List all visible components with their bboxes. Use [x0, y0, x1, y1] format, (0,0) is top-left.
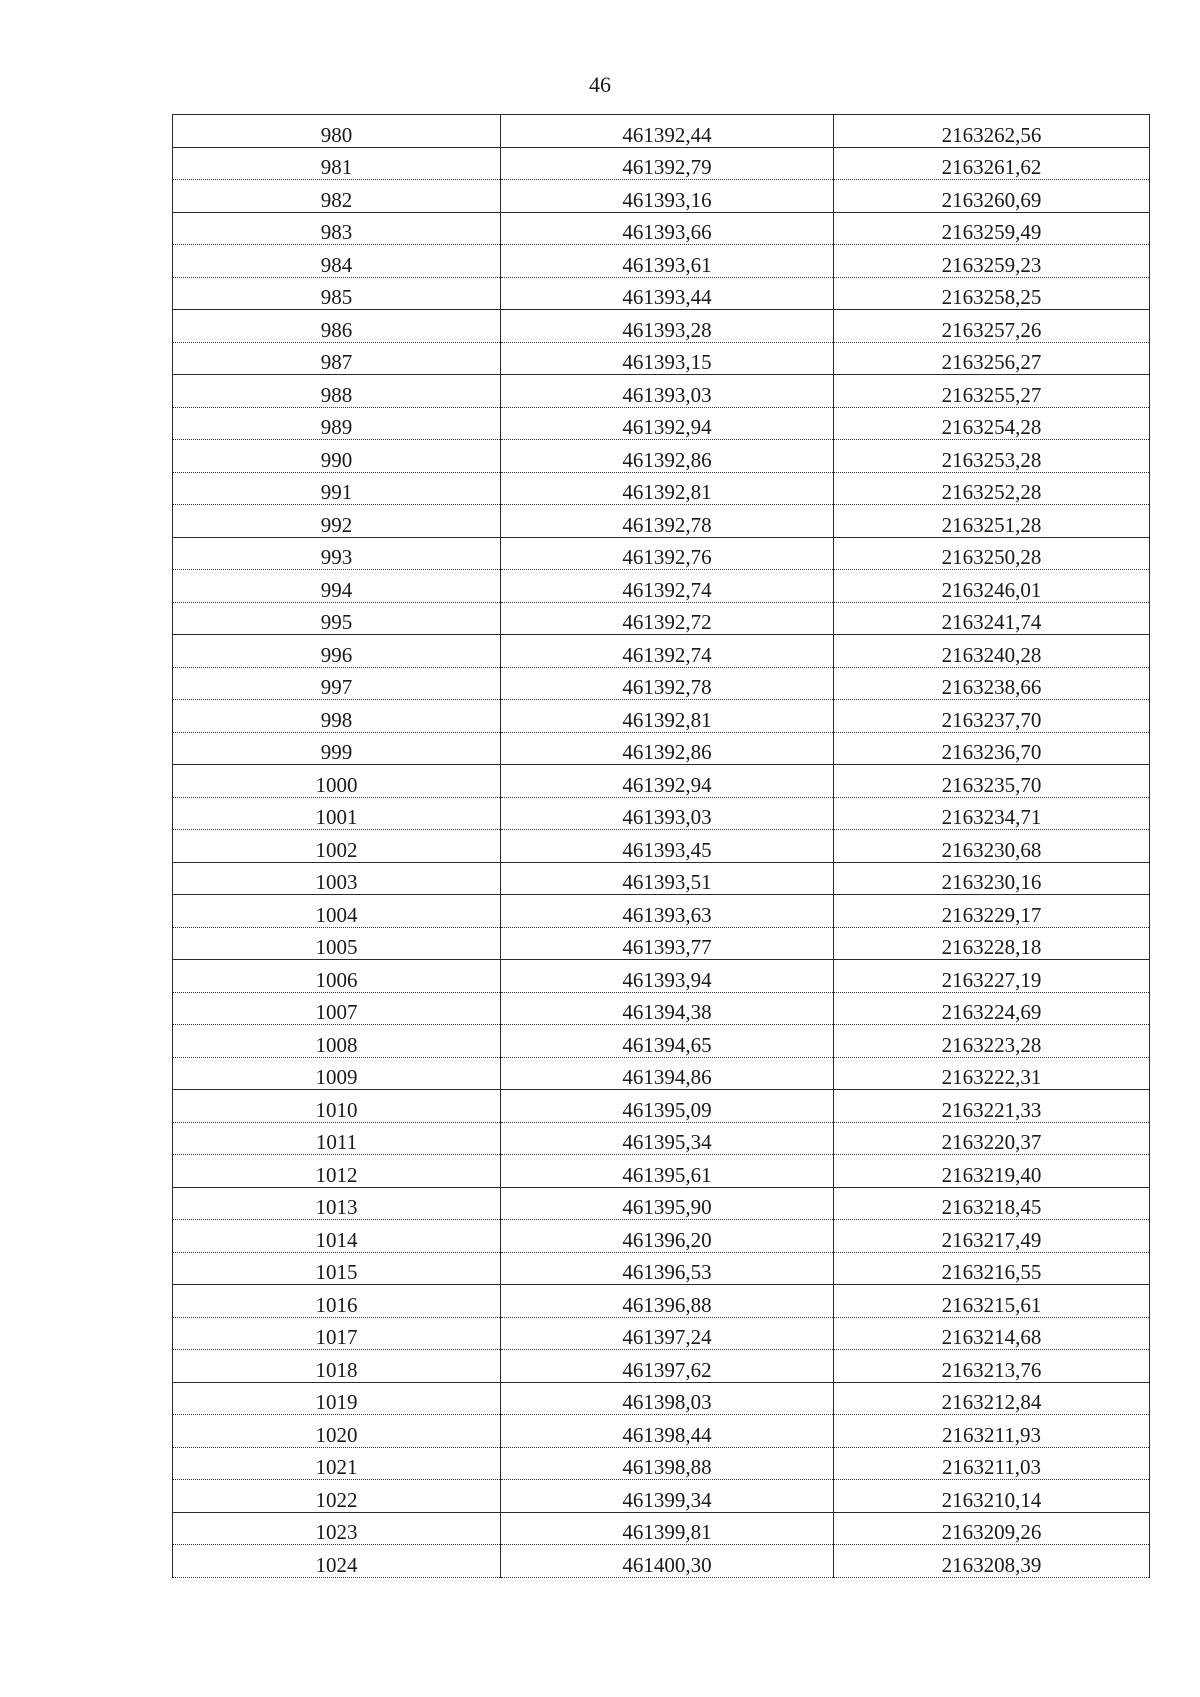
table-row	[173, 407, 1150, 440]
x-coordinate-cell: 461396,20	[501, 1220, 834, 1253]
point-number-cell: 1014	[173, 1220, 501, 1253]
x-coordinate-cell: 461392,44	[501, 115, 834, 148]
y-coordinate-cell: 2163262,56	[834, 115, 1150, 148]
point-number-cell: 1001	[173, 797, 501, 830]
point-number-cell: 988	[173, 375, 501, 408]
point-number-cell: 1013	[173, 1187, 501, 1220]
point-number-cell: 1018	[173, 1350, 501, 1383]
y-coordinate-cell: 2163241,74	[834, 602, 1150, 635]
table-row	[173, 1187, 1150, 1220]
page-number: 46	[589, 72, 611, 97]
y-coordinate-cell: 2163230,16	[834, 862, 1150, 895]
y-coordinate-cell: 2163224,69	[834, 992, 1150, 1025]
x-coordinate-cell: 461393,16	[501, 180, 834, 213]
x-coordinate-cell: 461399,81	[501, 1512, 834, 1545]
point-number-cell: 1022	[173, 1480, 501, 1513]
point-number-cell: 1011	[173, 1122, 501, 1155]
table-row	[173, 1252, 1150, 1285]
table-row	[173, 1285, 1150, 1318]
table-row	[173, 277, 1150, 310]
point-number-cell: 1000	[173, 765, 501, 798]
table-row	[173, 245, 1150, 278]
table-row	[173, 1415, 1150, 1448]
table-row	[173, 180, 1150, 213]
x-coordinate-cell: 461393,28	[501, 310, 834, 343]
y-coordinate-cell: 2163257,26	[834, 310, 1150, 343]
x-coordinate-cell: 461393,66	[501, 212, 834, 245]
table-row	[173, 1512, 1150, 1545]
y-coordinate-cell: 2163216,55	[834, 1252, 1150, 1285]
table-row	[173, 797, 1150, 830]
x-coordinate-cell: 461398,03	[501, 1382, 834, 1415]
table-row	[173, 537, 1150, 570]
y-coordinate-cell: 2163236,70	[834, 732, 1150, 765]
y-coordinate-cell: 2163253,28	[834, 440, 1150, 473]
y-coordinate-cell: 2163251,28	[834, 505, 1150, 538]
y-coordinate-cell: 2163208,39	[834, 1545, 1150, 1578]
y-coordinate-cell: 2163211,93	[834, 1415, 1150, 1448]
x-coordinate-cell: 461399,34	[501, 1480, 834, 1513]
x-coordinate-cell: 461392,76	[501, 537, 834, 570]
point-number-cell: 999	[173, 732, 501, 765]
point-number-cell: 1004	[173, 895, 501, 928]
coordinates-table	[172, 114, 1150, 1578]
y-coordinate-cell: 2163254,28	[834, 407, 1150, 440]
y-coordinate-cell: 2163212,84	[834, 1382, 1150, 1415]
coordinates-table-body	[173, 115, 1150, 1578]
point-number-cell: 1023	[173, 1512, 501, 1545]
point-number-cell: 1007	[173, 992, 501, 1025]
point-number-cell: 1006	[173, 960, 501, 993]
y-coordinate-cell: 2163259,23	[834, 245, 1150, 278]
x-coordinate-cell: 461392,78	[501, 667, 834, 700]
point-number-cell: 985	[173, 277, 501, 310]
x-coordinate-cell: 461393,94	[501, 960, 834, 993]
y-coordinate-cell: 2163237,70	[834, 700, 1150, 733]
table-row	[173, 1317, 1150, 1350]
y-coordinate-cell: 2163213,76	[834, 1350, 1150, 1383]
x-coordinate-cell: 461392,74	[501, 570, 834, 603]
point-number-cell: 992	[173, 505, 501, 538]
point-number-cell: 1005	[173, 927, 501, 960]
x-coordinate-cell: 461392,86	[501, 440, 834, 473]
y-coordinate-cell: 2163220,37	[834, 1122, 1150, 1155]
table-row	[173, 635, 1150, 668]
table-row	[173, 212, 1150, 245]
point-number-cell: 1003	[173, 862, 501, 895]
table-row	[173, 310, 1150, 343]
x-coordinate-cell: 461393,03	[501, 797, 834, 830]
table-row	[173, 1155, 1150, 1188]
table-row	[173, 375, 1150, 408]
y-coordinate-cell: 2163256,27	[834, 342, 1150, 375]
y-coordinate-cell: 2163240,28	[834, 635, 1150, 668]
x-coordinate-cell: 461397,62	[501, 1350, 834, 1383]
y-coordinate-cell: 2163259,49	[834, 212, 1150, 245]
x-coordinate-cell: 461392,78	[501, 505, 834, 538]
x-coordinate-cell: 461395,34	[501, 1122, 834, 1155]
point-number-cell: 1019	[173, 1382, 501, 1415]
point-number-cell: 993	[173, 537, 501, 570]
table-row	[173, 830, 1150, 863]
table-row	[173, 1220, 1150, 1253]
x-coordinate-cell: 461393,44	[501, 277, 834, 310]
point-number-cell: 1020	[173, 1415, 501, 1448]
table-row	[173, 1122, 1150, 1155]
point-number-cell: 996	[173, 635, 501, 668]
table-row	[173, 1057, 1150, 1090]
point-number-cell: 987	[173, 342, 501, 375]
y-coordinate-cell: 2163221,33	[834, 1090, 1150, 1123]
table-row	[173, 570, 1150, 603]
y-coordinate-cell: 2163227,19	[834, 960, 1150, 993]
x-coordinate-cell: 461392,94	[501, 407, 834, 440]
x-coordinate-cell: 461398,88	[501, 1447, 834, 1480]
y-coordinate-cell: 2163211,03	[834, 1447, 1150, 1480]
x-coordinate-cell: 461395,61	[501, 1155, 834, 1188]
point-number-cell: 986	[173, 310, 501, 343]
x-coordinate-cell: 461392,79	[501, 147, 834, 180]
x-coordinate-cell: 461393,15	[501, 342, 834, 375]
y-coordinate-cell: 2163246,01	[834, 570, 1150, 603]
y-coordinate-cell: 2163252,28	[834, 472, 1150, 505]
x-coordinate-cell: 461393,51	[501, 862, 834, 895]
point-number-cell: 1002	[173, 830, 501, 863]
y-coordinate-cell: 2163250,28	[834, 537, 1150, 570]
point-number-cell: 990	[173, 440, 501, 473]
y-coordinate-cell: 2163234,71	[834, 797, 1150, 830]
table-row	[173, 1090, 1150, 1123]
y-coordinate-cell: 2163260,69	[834, 180, 1150, 213]
table-row	[173, 342, 1150, 375]
y-coordinate-cell: 2163228,18	[834, 927, 1150, 960]
y-coordinate-cell: 2163217,49	[834, 1220, 1150, 1253]
table-row	[173, 1025, 1150, 1058]
point-number-cell: 1021	[173, 1447, 501, 1480]
table-row	[173, 602, 1150, 635]
x-coordinate-cell: 461393,61	[501, 245, 834, 278]
x-coordinate-cell: 461394,86	[501, 1057, 834, 1090]
table-row	[173, 667, 1150, 700]
point-number-cell: 984	[173, 245, 501, 278]
table-row	[173, 1350, 1150, 1383]
table-row	[173, 147, 1150, 180]
x-coordinate-cell: 461392,72	[501, 602, 834, 635]
x-coordinate-cell: 461392,94	[501, 765, 834, 798]
table-row	[173, 732, 1150, 765]
point-number-cell: 1008	[173, 1025, 501, 1058]
y-coordinate-cell: 2163210,14	[834, 1480, 1150, 1513]
y-coordinate-cell: 2163223,28	[834, 1025, 1150, 1058]
point-number-cell: 981	[173, 147, 501, 180]
x-coordinate-cell: 461397,24	[501, 1317, 834, 1350]
y-coordinate-cell: 2163214,68	[834, 1317, 1150, 1350]
table-row	[173, 960, 1150, 993]
table-row	[173, 1382, 1150, 1415]
x-coordinate-cell: 461394,65	[501, 1025, 834, 1058]
point-number-cell: 1016	[173, 1285, 501, 1318]
y-coordinate-cell: 2163229,17	[834, 895, 1150, 928]
point-number-cell: 1017	[173, 1317, 501, 1350]
x-coordinate-cell: 461395,09	[501, 1090, 834, 1123]
table-row	[173, 115, 1150, 148]
y-coordinate-cell: 2163230,68	[834, 830, 1150, 863]
x-coordinate-cell: 461392,74	[501, 635, 834, 668]
y-coordinate-cell: 2163222,31	[834, 1057, 1150, 1090]
x-coordinate-cell: 461398,44	[501, 1415, 834, 1448]
x-coordinate-cell: 461396,53	[501, 1252, 834, 1285]
x-coordinate-cell: 461392,81	[501, 472, 834, 505]
point-number-cell: 991	[173, 472, 501, 505]
x-coordinate-cell: 461393,45	[501, 830, 834, 863]
y-coordinate-cell: 2163235,70	[834, 765, 1150, 798]
y-coordinate-cell: 2163209,26	[834, 1512, 1150, 1545]
x-coordinate-cell: 461400,30	[501, 1545, 834, 1578]
point-number-cell: 997	[173, 667, 501, 700]
point-number-cell: 1010	[173, 1090, 501, 1123]
table-row	[173, 505, 1150, 538]
y-coordinate-cell: 2163238,66	[834, 667, 1150, 700]
y-coordinate-cell: 2163261,62	[834, 147, 1150, 180]
x-coordinate-cell: 461393,03	[501, 375, 834, 408]
table-row	[173, 472, 1150, 505]
x-coordinate-cell: 461395,90	[501, 1187, 834, 1220]
x-coordinate-cell: 461393,77	[501, 927, 834, 960]
point-number-cell: 1015	[173, 1252, 501, 1285]
point-number-cell: 983	[173, 212, 501, 245]
table-row	[173, 992, 1150, 1025]
table-row	[173, 862, 1150, 895]
point-number-cell: 998	[173, 700, 501, 733]
table-row	[173, 895, 1150, 928]
table-row	[173, 1480, 1150, 1513]
table-row	[173, 700, 1150, 733]
point-number-cell: 1024	[173, 1545, 501, 1578]
x-coordinate-cell: 461393,63	[501, 895, 834, 928]
y-coordinate-cell: 2163255,27	[834, 375, 1150, 408]
x-coordinate-cell: 461392,86	[501, 732, 834, 765]
y-coordinate-cell: 2163219,40	[834, 1155, 1150, 1188]
table-row	[173, 927, 1150, 960]
point-number-cell: 995	[173, 602, 501, 635]
point-number-cell: 982	[173, 180, 501, 213]
table-row	[173, 1447, 1150, 1480]
point-number-cell: 1012	[173, 1155, 501, 1188]
point-number-cell: 1009	[173, 1057, 501, 1090]
point-number-cell: 989	[173, 407, 501, 440]
table-row	[173, 440, 1150, 473]
y-coordinate-cell: 2163218,45	[834, 1187, 1150, 1220]
point-number-cell: 994	[173, 570, 501, 603]
table-row	[173, 765, 1150, 798]
x-coordinate-cell: 461396,88	[501, 1285, 834, 1318]
y-coordinate-cell: 2163258,25	[834, 277, 1150, 310]
table-row	[173, 1545, 1150, 1578]
point-number-cell: 980	[173, 115, 501, 148]
x-coordinate-cell: 461394,38	[501, 992, 834, 1025]
y-coordinate-cell: 2163215,61	[834, 1285, 1150, 1318]
x-coordinate-cell: 461392,81	[501, 700, 834, 733]
